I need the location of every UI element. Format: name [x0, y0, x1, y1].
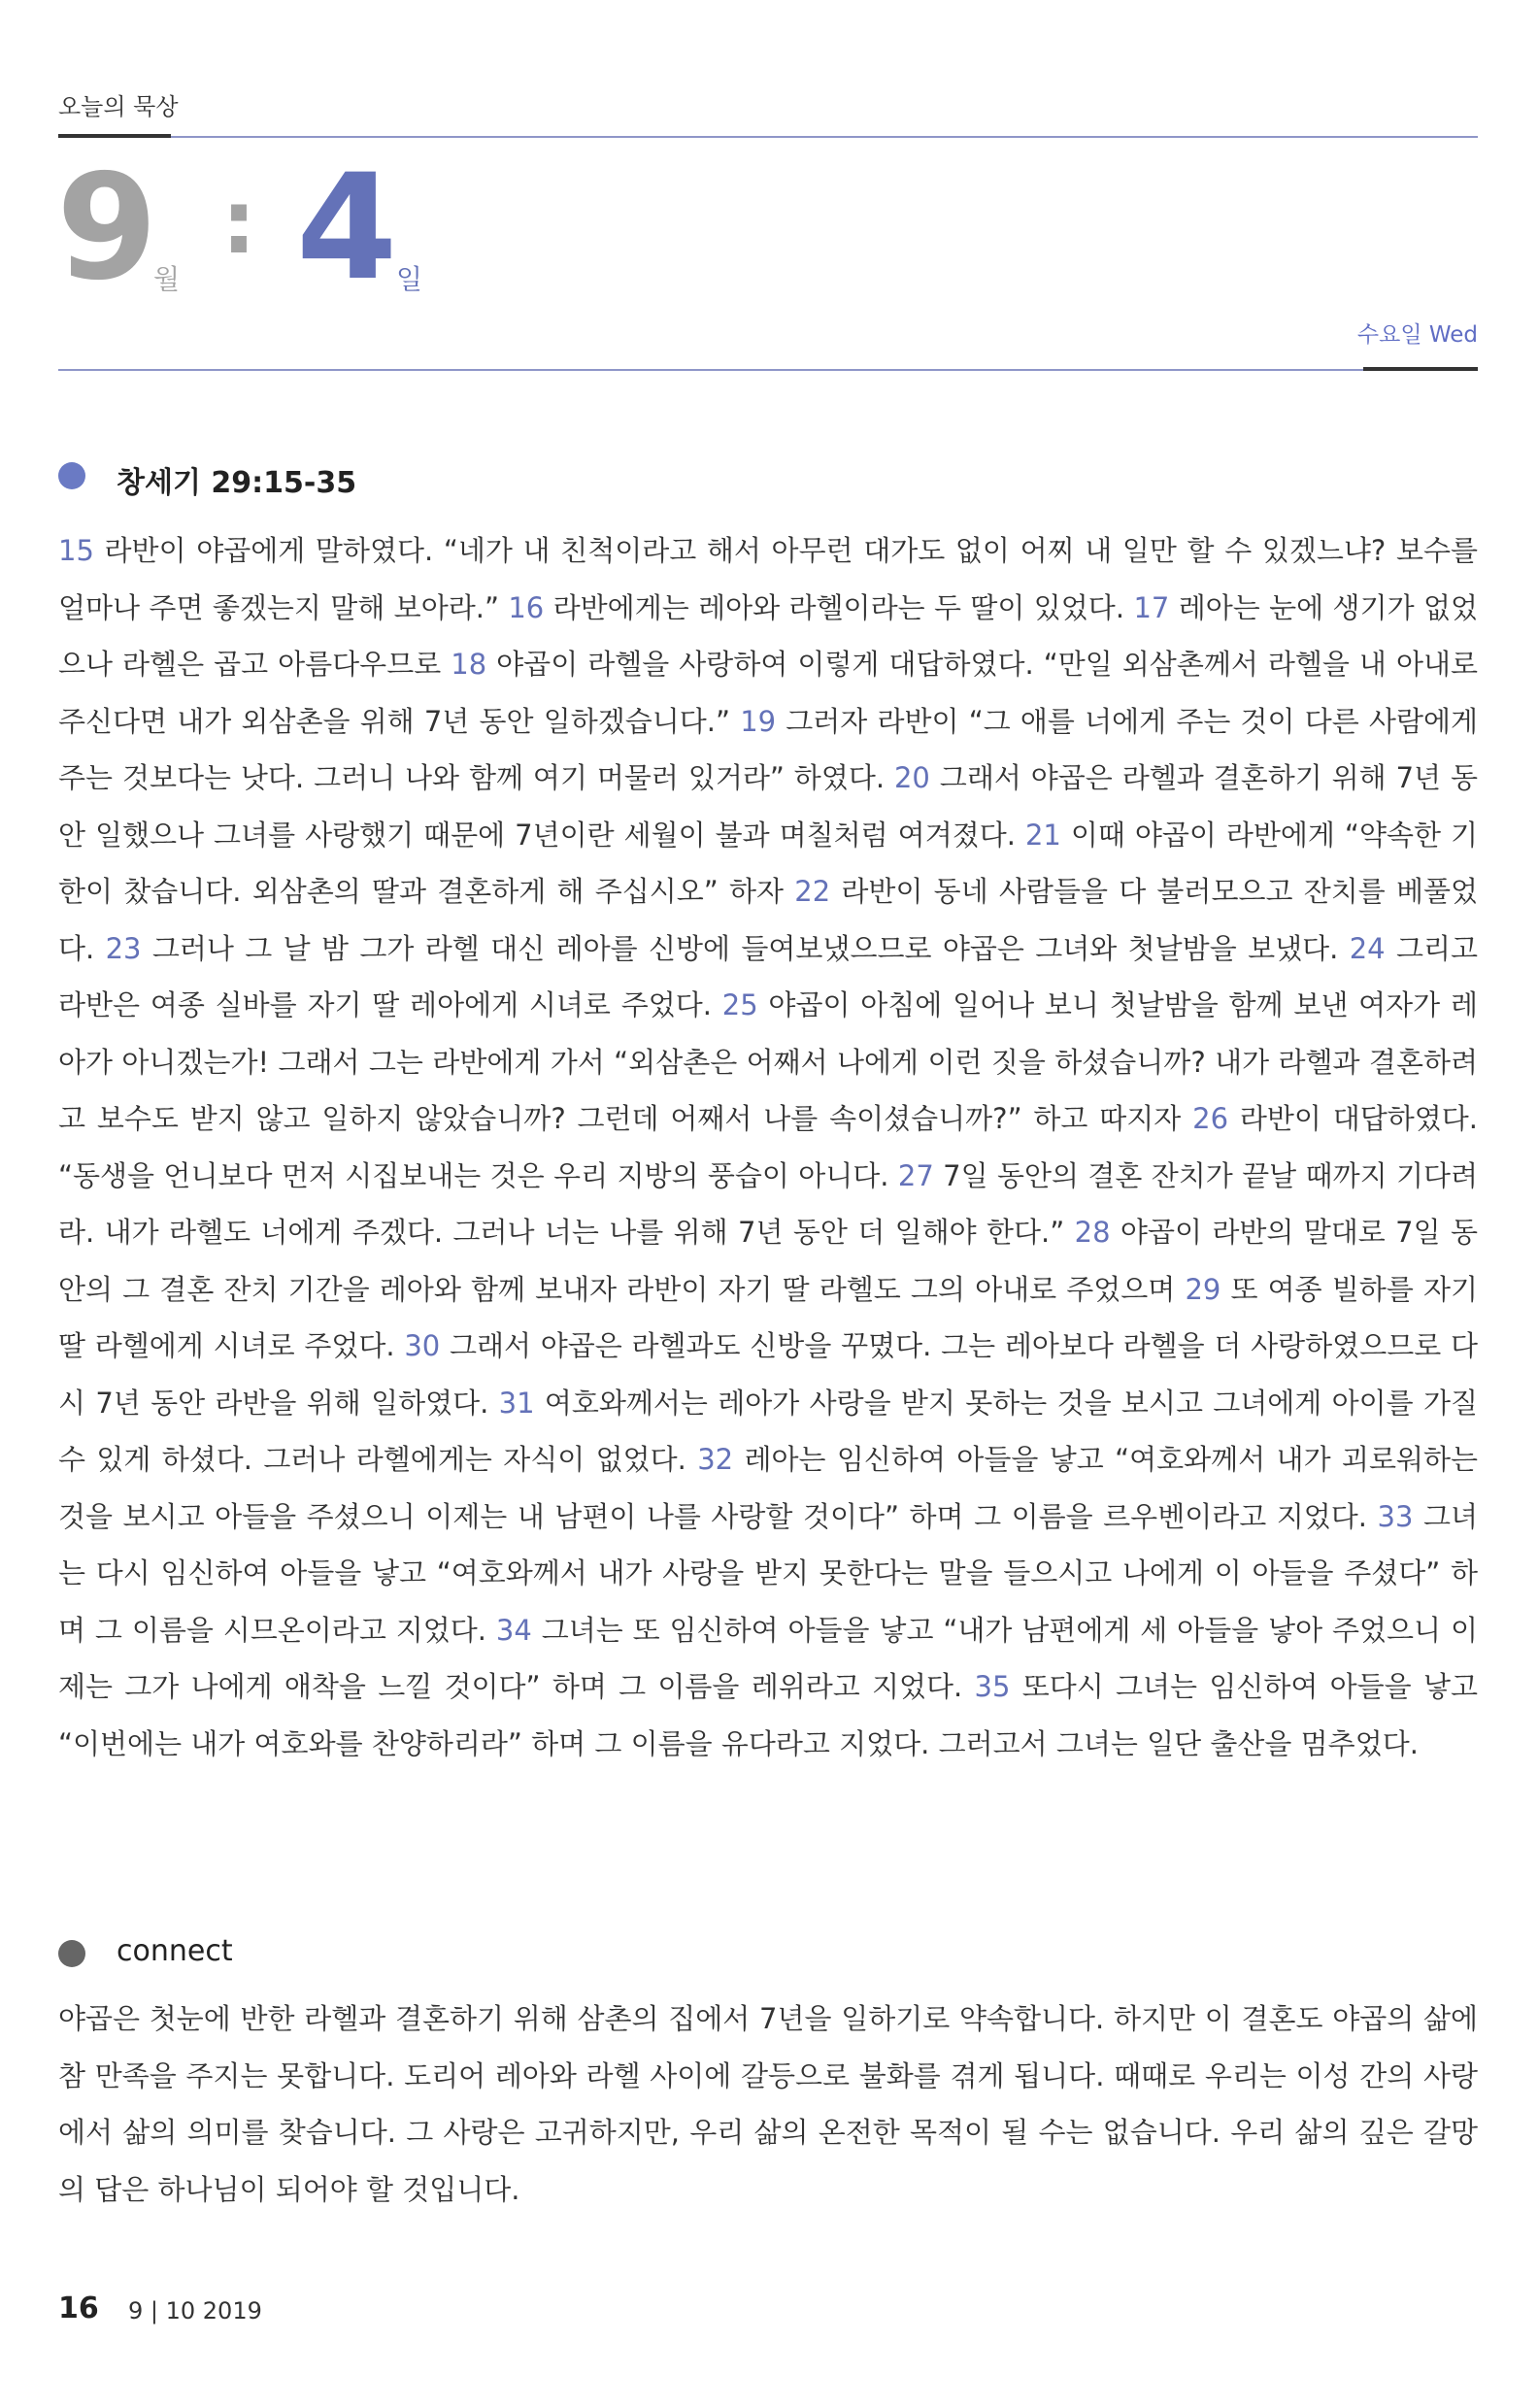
verse-number: 21: [1024, 818, 1061, 852]
verse-text: 라반이 야곱에게 말하였다. “네가 내 친척이라고 해서 아무런 대가도 없이 어찌 내 일만 할 수 있겠느냐? 보수를 얼마나 주면 좋겠는지 말해 보아라.”: [58, 534, 1478, 624]
scripture-bullet-icon: [58, 462, 85, 489]
top-divider: [171, 136, 1478, 138]
verse-number: 22: [794, 875, 831, 908]
verse-number: 31: [498, 1386, 535, 1420]
verse-text: 레아는 임신하여 아들을 낳고 “여호와께서 내가 괴로워하는 것을 보시고 아들을 주셨으니 이제는 내 남편이 나를 사랑할 것이다” 하며 그 이름을 르우벤이라고 지었다.: [58, 1443, 1479, 1533]
verse-number: 24: [1349, 931, 1386, 965]
date-month-unit: 월: [153, 263, 181, 295]
section-label: 오늘의 묵상: [58, 93, 179, 120]
verse-text: 그래서 야곱은 라헬과도 신방을 꾸몄다. 그는 레아보다 라헬을 더 사랑하였으므로 다시 7년 동안 라반을 위해 일하였다.: [58, 1329, 1478, 1420]
verse-number: 20: [893, 761, 930, 794]
verse-text: 라반에게는 레아와 라헬이라는 두 딸이 있었다.: [544, 590, 1134, 624]
verse-text: 또 여종 빌하를 자기 딸 라헬에게 시녀로 주었다.: [58, 1272, 1478, 1362]
verse-number: 16: [508, 590, 545, 624]
verse-text: 그리고 라반은 여종 실바를 자기 딸 레아에게 시녀로 주었다.: [58, 931, 1479, 1021]
verse-number: 35: [974, 1670, 1011, 1703]
verse-number: 19: [740, 704, 777, 738]
verse-text: 이때 야곱이 라반에게 “약속한 기한이 찼습니다. 외삼촌의 딸과 결혼하게 해 주십시오” 하자: [58, 818, 1478, 908]
verse-number: 34: [495, 1613, 532, 1647]
verse-text: 그녀는 다시 임신하여 아들을 낳고 “여호와께서 내가 사랑을 받지 못한다는 말을 들으시고 나에게 이 아들을 주셨다” 하며 그 이름을 시므온이라고 지었다.: [58, 1499, 1478, 1647]
verse-text: 여호와께서는 레아가 사랑을 받지 못하는 것을 보시고 그녀에게 아이를 가질 수 있게 하셨다. 그러나 라헬에게는 자식이 없었다.: [58, 1386, 1478, 1476]
verse-text: 라반이 대답하였다. “동생을 언니보다 먼저 시집보내는 것은 우리 지방의 풍습이 아니다.: [58, 1102, 1478, 1192]
verse-number: 28: [1074, 1216, 1111, 1249]
verse-text: 야곱이 라헬을 사랑하여 이렇게 대답하였다. “만일 외삼촌께서 라헬을 내 아내로 주신다면 내가 외삼촌을 위해 7년 동안 일하겠습니다.”: [58, 648, 1478, 738]
verse-number: 30: [404, 1329, 441, 1362]
date-day-unit: 일: [396, 263, 423, 295]
verse-text: 야곱이 아침에 일어나 보니 첫날밤을 함께 보낸 여자가 레아가 아니겠는가! 그래서 그는 라반에게 가서 “외삼촌은 어째서 나에게 이런 짓을 하셨습니까? 내가 라헬과 결혼하려고 보수도 받지 않고 일하지 않았습니까? 그런데 어째서 나를 속이셨습니까?” 하고 따지자: [58, 988, 1478, 1135]
page-number: 16: [58, 2291, 99, 2325]
scripture-title: 창세기 29:15-35: [117, 466, 357, 500]
verse-text: 또다시 그녀는 임신하여 아들을 낳고 “이번에는 내가 여호와를 찬양하리라” 하며 그 이름을 유다라고 지었다. 그러고서 그녀는 일단 출산을 멈추었다.: [58, 1670, 1478, 1760]
verse-text: 그러나 그 날 밤 그가 라헬 대신 레아를 신방에 들여보냈으므로 야곱은 그녀와 첫날밤을 보냈다.: [141, 931, 1350, 965]
verse-text: 그래서 야곱은 라헬과 결혼하기 위해 7년 동안 일했으나 그녀를 사랑했기 때문에 7년이란 세월이 불과 며칠처럼 여겨졌다.: [58, 761, 1478, 852]
label-underline: [58, 134, 171, 138]
weekday-underline: [1363, 367, 1478, 371]
date-separator: :: [221, 172, 256, 274]
date-month: 9: [56, 144, 158, 313]
verse-number: 15: [58, 534, 94, 567]
verse-number: 29: [1185, 1272, 1221, 1306]
verse-text: 레아는 눈에 생기가 없었으나 라헬은 곱고 아름다우므로: [58, 590, 1479, 681]
date-divider: [58, 369, 1478, 371]
connect-bullet-icon: [58, 1940, 85, 1967]
verse-text: 라반이 동네 사람들을 다 불러모으고 잔치를 베풀었다.: [58, 875, 1479, 965]
issue-date: 9 | 10 2019: [128, 2297, 262, 2324]
verse-text: 그녀는 또 임신하여 아들을 낳고 “내가 남편에게 세 아들을 낳아 주었으니 이제는 그가 나에게 애착을 느낄 것이다” 하며 그 이름을 레위라고 지었다.: [58, 1613, 1478, 1703]
verse-number: 25: [721, 988, 758, 1021]
verse-number: 23: [105, 931, 142, 965]
verse-text: 그러자 라반이 “그 애를 너에게 주는 것이 다른 사람에게 주는 것보다는 낫다. 그러니 나와 함께 여기 머물러 있거라” 하였다.: [58, 704, 1478, 794]
verse-text: 7일 동안의 결혼 잔치가 끝날 때까지 기다려라. 내가 라헬도 너에게 주겠다. 그러나 너는 나를 위해 7년 동안 더 일해야 한다.”: [58, 1158, 1478, 1249]
connect-title: connect: [117, 1934, 233, 1968]
verse-text: 야곱이 라반의 말대로 7일 동안의 그 결혼 잔치 기간을 레아와 함께 보내자 라반이 자기 딸 라헬도 그의 아내로 주었으며: [58, 1216, 1478, 1306]
verse-number: 26: [1192, 1102, 1229, 1135]
connect-text: 야곱은 첫눈에 반한 라헬과 결혼하기 위해 삼촌의 집에서 7년을 일하기로 약속합니다. 하지만 이 결혼도 야곱의 삶에 참 만족을 주지는 못합니다. 도리어 레아와 라헬 사이에 갈등으로 불화를 겪게 됩니다. 때때로 우리는 이성 간의 사랑에서 삶의 의미를 찾습니다. 그 사랑은 고귀하지만, 우리 삶의 온전한 목적이 될 수는 없습니다. 우리 삶의 깊은 갈망의 답은 하나님이 되어야 할 것입니다.: [58, 2002, 1478, 2206]
verse-number: 18: [451, 648, 487, 681]
verse-number: 33: [1377, 1499, 1414, 1533]
verse-number: 27: [897, 1158, 934, 1192]
verse-number: 17: [1133, 590, 1170, 624]
verse-number: 32: [697, 1443, 734, 1476]
date-day: 4: [296, 144, 398, 313]
scripture-passage: [58, 522, 1478, 1772]
weekday: 수요일 Wed: [1356, 322, 1478, 348]
